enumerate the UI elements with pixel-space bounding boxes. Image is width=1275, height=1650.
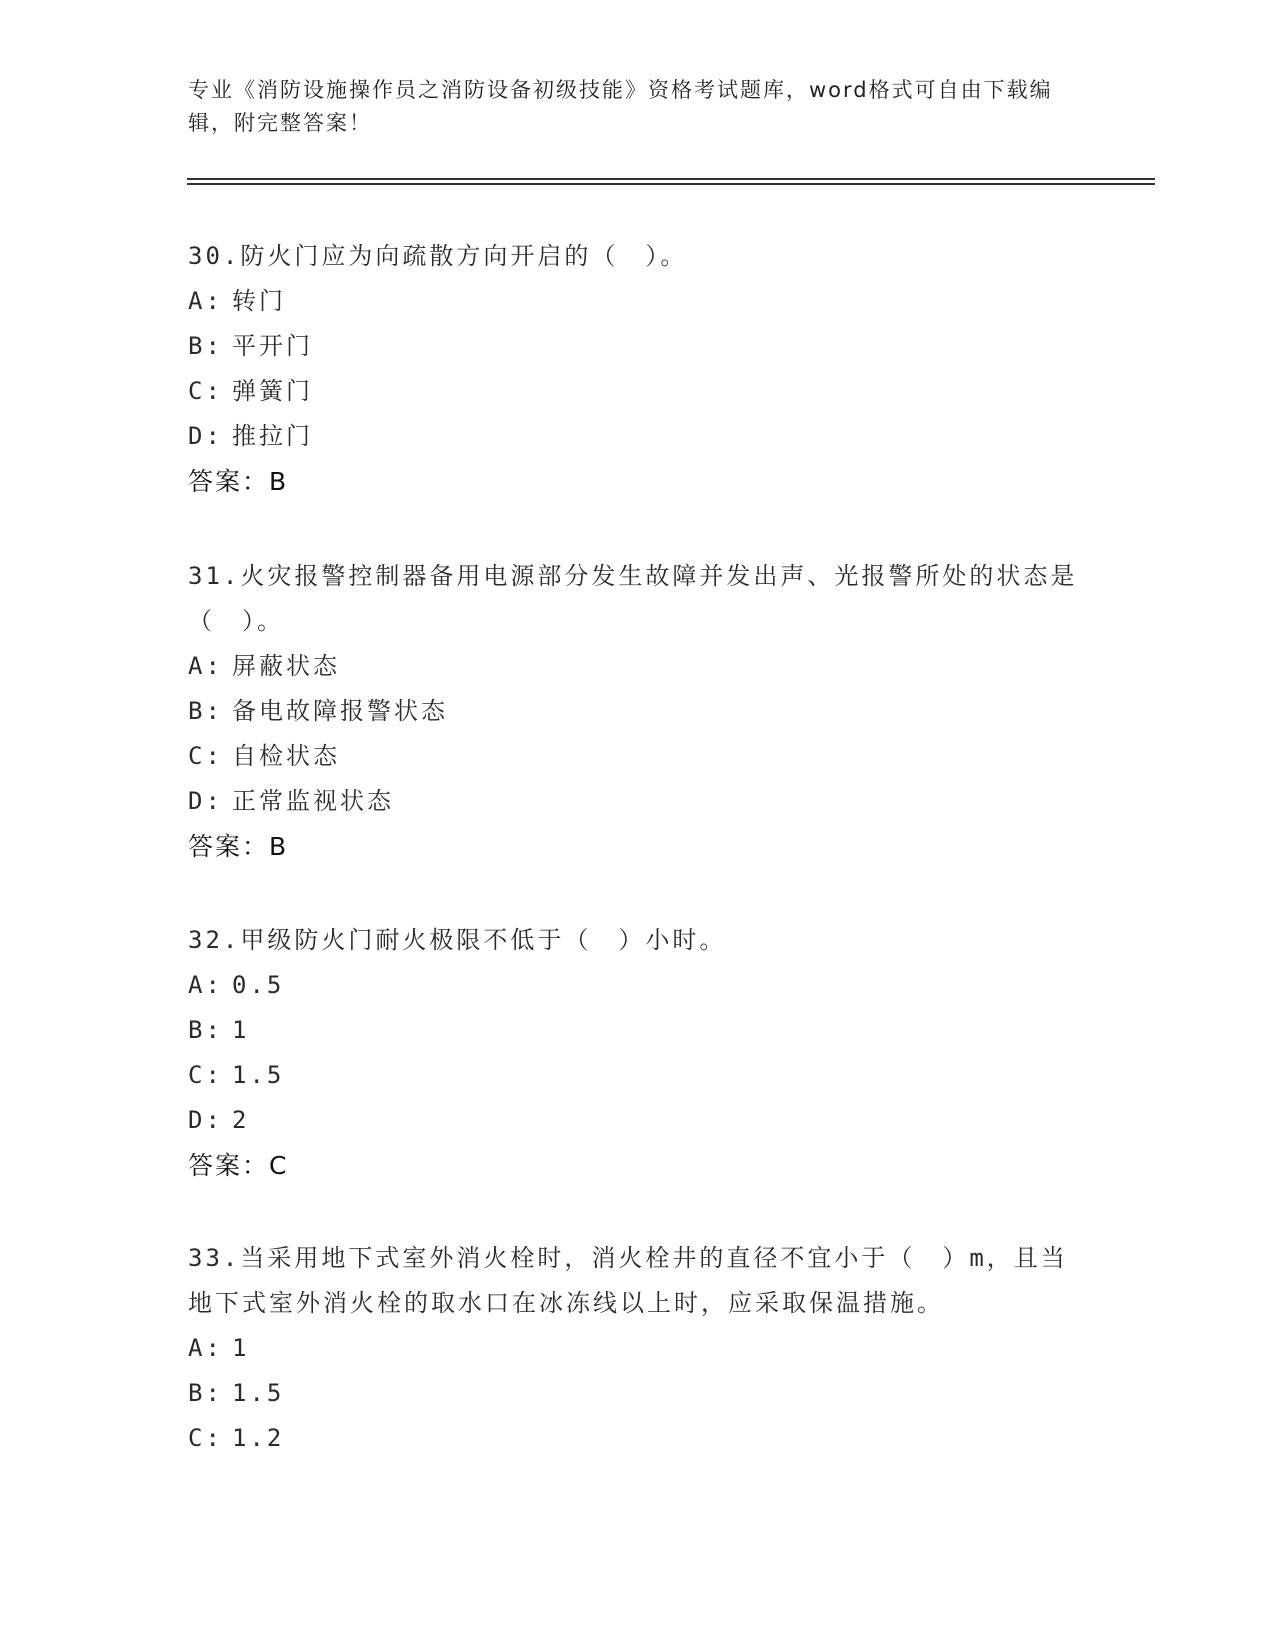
option-c xyxy=(188,1416,1088,1461)
question-30 xyxy=(188,234,1088,504)
question-stem: 33.当采用地下式室外消火栓时，消火栓井的直径不宜小于（ ）m，且当地下式室外消火栓的取水口在冰冻线以上时，应采取保温措施。 xyxy=(188,1244,1068,1317)
question-32 xyxy=(188,918,1088,1188)
option-letter: B: xyxy=(188,1016,223,1044)
option-text: 2 xyxy=(232,1106,250,1134)
option-text: 转门 xyxy=(232,287,286,315)
option-text: 弹簧门 xyxy=(232,377,313,405)
option-letter: C: xyxy=(188,742,223,770)
question-stem: 31.火灾报警控制器备用电源部分发生故障并发出声、光报警所处的状态是（ ）。 xyxy=(188,562,1078,635)
option-letter: C: xyxy=(188,1424,223,1452)
answer-line: 答案：B xyxy=(188,832,289,861)
document-header: 专业《消防设施操作员之消防设备初级技能》资格考试题库，word格式可自由下载编辑，附完整答案！ xyxy=(188,78,1053,135)
option-letter: D: xyxy=(188,422,223,450)
option-letter: C: xyxy=(188,1061,223,1089)
option-a xyxy=(188,1326,1088,1371)
option-a xyxy=(188,279,1088,324)
option-text: 0.5 xyxy=(232,971,285,999)
option-letter: B: xyxy=(188,332,223,360)
option-c xyxy=(188,734,1088,779)
option-letter: A: xyxy=(188,287,223,315)
option-text: 1.5 xyxy=(232,1061,285,1089)
option-text: 平开门 xyxy=(232,332,313,360)
option-a xyxy=(188,963,1088,1008)
header-divider-top xyxy=(187,178,1155,180)
option-letter: B: xyxy=(188,697,223,725)
answer-line: 答案：B xyxy=(188,467,289,496)
option-letter: D: xyxy=(188,1106,223,1134)
option-letter: A: xyxy=(188,652,223,680)
question-31 xyxy=(188,554,1088,869)
option-d xyxy=(188,414,1088,459)
question-33 xyxy=(188,1236,1088,1461)
option-b xyxy=(188,689,1088,734)
option-letter: A: xyxy=(188,1334,223,1362)
option-letter: D: xyxy=(188,787,223,815)
option-text: 1.5 xyxy=(232,1379,285,1407)
option-text: 推拉门 xyxy=(232,422,313,450)
option-letter: B: xyxy=(188,1379,223,1407)
option-text: 1 xyxy=(232,1016,250,1044)
option-b xyxy=(188,1371,1088,1416)
option-a xyxy=(188,644,1088,689)
option-text: 备电故障报警状态 xyxy=(232,697,448,725)
option-text: 自检状态 xyxy=(232,742,340,770)
option-b xyxy=(188,324,1088,369)
question-stem: 32.甲级防火门耐火极限不低于（ ）小时。 xyxy=(188,926,727,954)
question-stem: 30.防火门应为向疏散方向开启的（ ）。 xyxy=(188,242,688,270)
option-text: 1 xyxy=(232,1334,250,1362)
answer-line: 答案：C xyxy=(188,1151,289,1180)
option-text: 正常监视状态 xyxy=(232,787,394,815)
option-b xyxy=(188,1008,1088,1053)
option-text: 屏蔽状态 xyxy=(232,652,340,680)
option-d xyxy=(188,1098,1088,1143)
option-d xyxy=(188,779,1088,824)
option-c xyxy=(188,1053,1088,1098)
option-text: 1.2 xyxy=(232,1424,285,1452)
header-divider-bottom xyxy=(187,183,1155,185)
option-letter: A: xyxy=(188,971,223,999)
option-letter: C: xyxy=(188,377,223,405)
option-c xyxy=(188,369,1088,414)
